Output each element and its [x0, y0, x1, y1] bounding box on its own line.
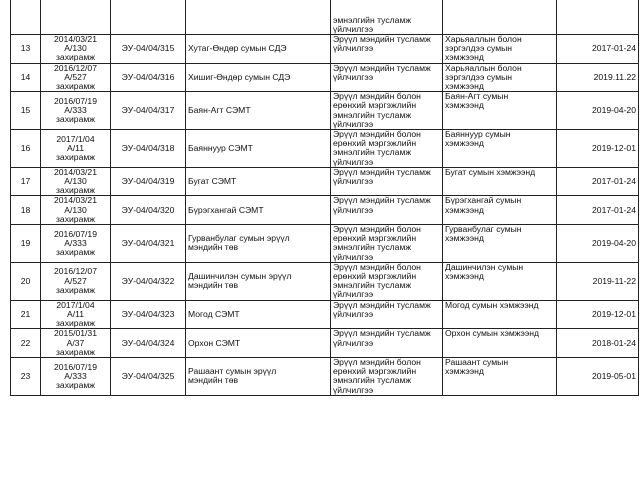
valid-date: 2017-01-24 [592, 43, 636, 54]
cell-order [41, 357, 111, 395]
cell-name [186, 35, 331, 64]
service-line: эмнэлгийн тусламж [333, 242, 412, 253]
area-line: Дашинчилэн сумын [445, 262, 524, 272]
order-line: захирамж [55, 114, 96, 125]
service-line: ерөнхий мэргэжлийн [333, 366, 417, 377]
row-number: 17 [20, 176, 31, 187]
order-line: 2016/07/19 [53, 361, 97, 372]
order-line: A/11 [66, 308, 85, 319]
cell-order [41, 63, 111, 92]
cell-order [41, 196, 111, 225]
cell-date [557, 225, 639, 263]
table-body [11, 0, 639, 395]
valid-date: 2019-11-22 [592, 275, 636, 286]
cell-date [557, 130, 639, 168]
service-line: Эрүүл мэндийн тусламж [333, 63, 431, 73]
valid-date: 2019-04-20 [592, 237, 636, 248]
cell-date [557, 262, 639, 300]
organization-name: Бугат СЭМТ [188, 176, 237, 187]
cell-code [111, 196, 186, 225]
service-line: эмнэлгийн тусламж [333, 375, 412, 386]
cell-code [111, 35, 186, 64]
cell-service [331, 130, 443, 168]
cell-area [443, 225, 557, 263]
cell-order [41, 300, 111, 329]
valid-date: 2019.11.22 [593, 71, 636, 82]
cell-area [443, 63, 557, 92]
valid-date: 2019-04-20 [592, 105, 636, 116]
organization-name: мэндийн төв [188, 280, 239, 291]
area-line: зэргэлдээ сумын [445, 43, 513, 54]
cell-area [443, 167, 557, 196]
organization-name: Баян-Агт СЭМТ [188, 105, 251, 116]
cell-code [111, 329, 186, 358]
cell-order [41, 262, 111, 300]
service-line: Эрүүл мэндийн болон [333, 91, 421, 102]
license-code: ЭУ-04/04/321 [121, 237, 175, 248]
organization-name: Рашаант сумын эрүүл [188, 366, 277, 377]
order-line: 2014/03/21 [53, 195, 97, 206]
cell-code [111, 63, 186, 92]
service-line: Эрүүл мэндийн тусламж [333, 328, 431, 339]
service-line: үйлчилгээ [333, 71, 374, 82]
cell-area [443, 35, 557, 64]
order-line: захирамж [55, 318, 96, 329]
organization-name: Хишиг-Өндөр сумын СДЭ [188, 71, 291, 82]
organization-name: мэндийн төв [188, 242, 239, 253]
order-line: A/130 [64, 176, 87, 187]
organization-name: Гурванбулаг сумын эрүүл [188, 233, 290, 244]
valid-date: 2019-12-01 [592, 308, 636, 319]
organization-name: Дашинчилэн сумын эрүүл [188, 271, 292, 282]
service-line: Эрүүл мэндийн тусламж [333, 167, 431, 177]
cell-service [331, 196, 443, 225]
area-line: Харьяаллын болон [445, 63, 522, 73]
service-line: Эрүүл мэндийн болон [333, 129, 421, 140]
table-row [11, 329, 639, 358]
order-line: A/527 [64, 71, 87, 82]
cell-service [331, 357, 443, 395]
cell-date [557, 167, 639, 196]
order-line: 2014/03/21 [53, 34, 97, 44]
cell-order [41, 0, 111, 35]
cell-area [443, 300, 557, 329]
order-line: захирамж [55, 213, 96, 224]
table-row [11, 35, 639, 64]
cell-order [41, 225, 111, 263]
license-code: ЭУ-04/04/322 [121, 275, 175, 286]
table-row [11, 357, 639, 395]
cell-code [111, 92, 186, 130]
license-code: ЭУ-04/04/319 [121, 176, 175, 187]
table-row [11, 130, 639, 168]
area-line: хэмжээнд [445, 271, 484, 282]
cell-area [443, 0, 557, 35]
cell-name [186, 130, 331, 168]
order-line: A/333 [64, 370, 87, 381]
order-line: 2015/01/31 [53, 328, 97, 339]
order-line: 2016/12/07 [53, 63, 97, 73]
table-row [11, 92, 639, 130]
area-line: Рашаант сумын [445, 357, 509, 367]
area-line: хэмжээнд [445, 233, 484, 244]
organization-name: мэндийн төв [188, 375, 239, 386]
order-line: A/527 [64, 275, 87, 286]
row-number: 13 [20, 43, 31, 54]
cell-service [331, 167, 443, 196]
order-line: A/37 [66, 337, 85, 348]
cell-name [186, 262, 331, 300]
cell-order [41, 92, 111, 130]
service-line: үйлчилгээ [333, 251, 374, 262]
cell-service [331, 329, 443, 358]
cell-code [111, 225, 186, 263]
service-line: үйлчилгээ [333, 384, 374, 395]
table-row [11, 63, 639, 92]
area-line: Баяннуур сумын [445, 129, 511, 140]
license-table [10, 0, 639, 396]
area-line: зэргэлдээ сумын [445, 71, 513, 82]
valid-date: 2017-01-24 [592, 176, 636, 187]
row-number: 20 [20, 275, 31, 286]
cell-name [186, 63, 331, 92]
area-line: Харьяаллын болон [445, 34, 522, 44]
license-code: ЭУ-04/04/323 [121, 308, 175, 319]
cell-no [11, 300, 41, 329]
cell-name [186, 329, 331, 358]
cell-no [11, 167, 41, 196]
cell-service [331, 300, 443, 329]
cell-no [11, 0, 41, 35]
cell-name [186, 357, 331, 395]
order-line: A/333 [64, 237, 87, 248]
area-line: хэмжээнд [445, 100, 484, 111]
order-line: A/333 [64, 105, 87, 116]
service-line: үйлчилгээ [333, 176, 374, 187]
table-row [11, 225, 639, 263]
cell-area [443, 262, 557, 300]
area-line: хэмжээнд [445, 138, 484, 149]
cell-no [11, 225, 41, 263]
cell-service-line: эмнэлгийн тусламж [333, 14, 412, 25]
cell-no [11, 329, 41, 358]
cell-order [41, 167, 111, 196]
cell-service [331, 262, 443, 300]
service-line: ерөнхий мэргэжлийн [333, 100, 417, 111]
cell-code [111, 300, 186, 329]
order-line: 2017/1/04 [56, 300, 95, 310]
organization-name: Могод СЭМТ [188, 308, 240, 319]
service-line: ерөнхий мэргэжлийн [333, 233, 417, 244]
cell-date [557, 300, 639, 329]
service-line: үйлчилгээ [333, 204, 374, 215]
order-line: захирамж [55, 247, 96, 258]
order-line: 2016/07/19 [53, 228, 97, 239]
cell-code [111, 357, 186, 395]
row-number: 16 [20, 142, 31, 153]
table-row [11, 262, 639, 300]
cell-area [443, 196, 557, 225]
license-code: ЭУ-04/04/318 [121, 142, 175, 153]
order-line: захирамж [55, 81, 96, 92]
cell-name [186, 167, 331, 196]
table-row [11, 196, 639, 225]
area-line: Бүрэгхангай сумын [445, 195, 522, 206]
row-number: 23 [20, 370, 31, 381]
order-line: 2017/1/04 [56, 133, 95, 144]
order-line: захирамж [55, 284, 96, 295]
area-line: Могод сумын хэмжээнд [445, 300, 539, 310]
row-number: 22 [20, 337, 31, 348]
service-line: Эрүүл мэндийн тусламж [333, 195, 431, 206]
cell-order [41, 329, 111, 358]
service-line: үйлчилгээ [333, 308, 374, 319]
cell-no [11, 262, 41, 300]
order-line: захирамж [55, 185, 96, 196]
organization-name: Орхон СЭМТ [188, 337, 241, 348]
cell-service [331, 0, 443, 35]
area-line: Бугат сумын хэмжээнд [445, 167, 536, 177]
cell-date [557, 92, 639, 130]
cell-order [41, 130, 111, 168]
order-line: захирамж [55, 52, 96, 63]
cell-date [557, 63, 639, 92]
service-line: үйлчилгээ [333, 289, 374, 300]
area-line: Гурванбулаг сумын [445, 224, 522, 235]
row-number: 14 [20, 71, 31, 82]
organization-name: Бүрэгхангай СЭМТ [188, 204, 264, 215]
order-line: A/130 [64, 43, 87, 54]
order-line: 2016/12/07 [53, 266, 97, 277]
area-line: хэмжээнд [445, 52, 484, 63]
organization-name: Баяннуур СЭМТ [188, 142, 253, 153]
cell-area [443, 92, 557, 130]
cell-service [331, 35, 443, 64]
cell-area [443, 329, 557, 358]
row-number: 18 [20, 204, 31, 215]
cell-name [186, 196, 331, 225]
cell-code [111, 167, 186, 196]
cell-date [557, 196, 639, 225]
valid-date: 2018-01-24 [592, 337, 636, 348]
service-line: үйлчилгээ [333, 337, 374, 348]
service-line: Эрүүл мэндийн болон [333, 357, 421, 367]
cell-code [111, 262, 186, 300]
cell-no [11, 130, 41, 168]
order-line: 2014/03/21 [53, 167, 97, 177]
cell-code [111, 0, 186, 35]
cell-date [557, 357, 639, 395]
row-number: 21 [20, 308, 31, 319]
table-row [11, 167, 639, 196]
valid-date: 2019-12-01 [592, 142, 636, 153]
license-code: ЭУ-04/04/316 [121, 71, 175, 82]
order-line: захирамж [55, 152, 96, 163]
row-number: 15 [20, 105, 31, 116]
area-line: Баян-Агт сумын [445, 91, 509, 102]
service-line: Эрүүл мэндийн болон [333, 262, 421, 272]
cell-name [186, 0, 331, 35]
order-line: 2016/07/19 [53, 95, 97, 106]
license-code: ЭУ-04/04/324 [121, 337, 175, 348]
cell-service-line: үйлчилгээ [333, 23, 374, 34]
cell-service [331, 92, 443, 130]
organization-name: Хутаг-Өндөр сумын СДЭ [188, 43, 287, 54]
service-line: үйлчилгээ [333, 156, 374, 167]
cell-name [186, 225, 331, 263]
service-line: Эрүүл мэндийн тусламж [333, 34, 431, 44]
cell-area [443, 130, 557, 168]
table-row-partial [11, 0, 639, 35]
area-line: хэмжээнд [445, 81, 484, 92]
service-line: ерөнхий мэргэжлийн [333, 271, 417, 282]
cell-date [557, 35, 639, 64]
area-line: хэмжээнд [445, 204, 484, 215]
cell-no [11, 35, 41, 64]
area-line: хэмжээнд [445, 366, 484, 377]
cell-no [11, 196, 41, 225]
cell-no [11, 63, 41, 92]
license-code: ЭУ-04/04/320 [121, 204, 175, 215]
table-row [11, 300, 639, 329]
cell-name [186, 300, 331, 329]
cell-service [331, 225, 443, 263]
service-line: Эрүүл мэндийн болон [333, 224, 421, 235]
cell-order [41, 35, 111, 64]
license-code: ЭУ-04/04/315 [121, 43, 175, 54]
order-line: захирамж [55, 346, 96, 357]
service-line: эмнэлгийн тусламж [333, 109, 412, 120]
row-number: 19 [20, 237, 31, 248]
valid-date: 2017-01-24 [592, 204, 636, 215]
area-line: Орхон сумын хэмжээнд [445, 328, 540, 339]
order-line: захирамж [55, 379, 96, 390]
service-line: Эрүүл мэндийн тусламж [333, 300, 431, 310]
cell-date [557, 0, 639, 35]
service-line: үйлчилгээ [333, 118, 374, 129]
license-code: ЭУ-04/04/325 [121, 370, 175, 381]
cell-date [557, 329, 639, 358]
cell-area [443, 357, 557, 395]
service-line: ерөнхий мэргэжлийн [333, 138, 417, 149]
cell-name [186, 92, 331, 130]
cell-service [331, 63, 443, 92]
cell-code [111, 130, 186, 168]
order-line: A/11 [66, 142, 85, 153]
service-line: эмнэлгийн тусламж [333, 147, 412, 158]
license-code: ЭУ-04/04/317 [121, 105, 175, 116]
service-line: үйлчилгээ [333, 43, 374, 54]
cell-no [11, 92, 41, 130]
order-line: A/130 [64, 204, 87, 215]
valid-date: 2019-05-01 [592, 370, 636, 381]
service-line: эмнэлгийн тусламж [333, 280, 412, 291]
cell-no [11, 357, 41, 395]
